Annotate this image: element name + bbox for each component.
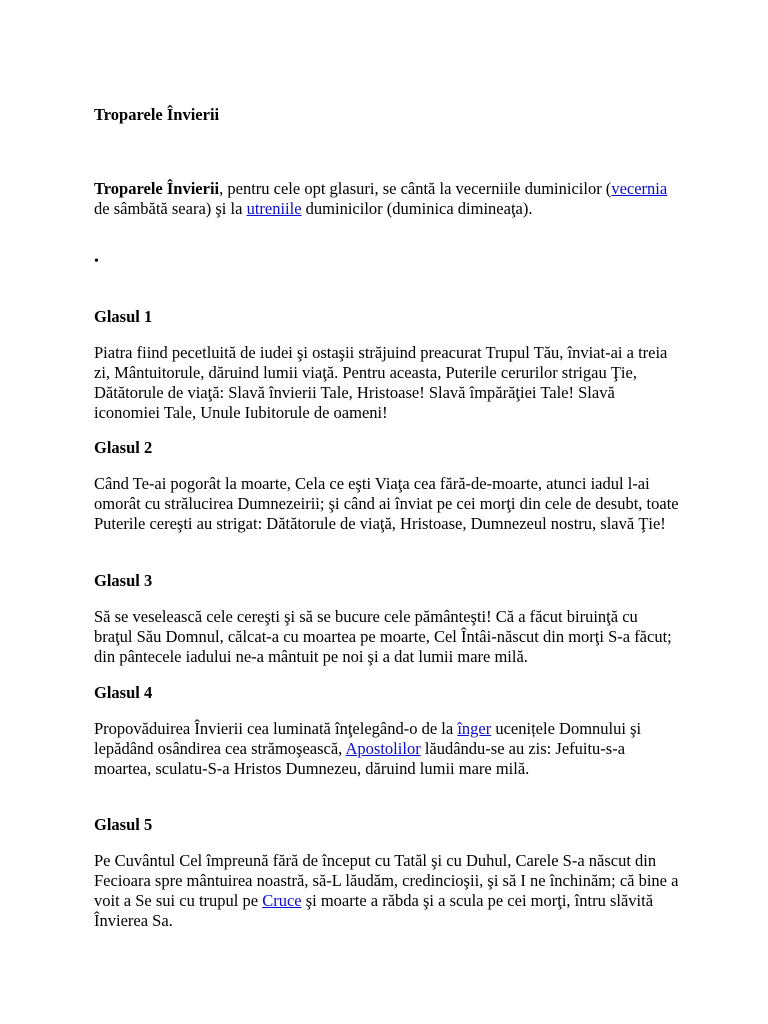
intro-bold-title: Troparele Învierii bbox=[94, 179, 220, 198]
inger-link[interactable]: înger bbox=[457, 719, 492, 738]
glasul-5-text-1: Pe Cuvântul Cel împreună fără de început cu Tatăl şi cu Duhul, Carele S-a născut din Fecioara spre mântuirea noastră, să-L lăudăm, credincioşii, şi să I ne închinăm; că bine a voit a Se sui cu trupul pe bbox=[94, 851, 679, 910]
glasul-2-text: Când Te-ai pogorât la moarte, Cela ce eşti Viaţa cea fără-de-moarte, atunci iadul l-ai omorât cu strălucirea Dumnezeirii; şi când ai înviat pe cei morţi din cele de desubt, toate Puterile cereşti au strigat: Dătătorule de viaţă, Hristoase, Dumnezeul nostru, slavă Ţie! bbox=[94, 474, 679, 533]
glasul-5-heading: Glasul 5 bbox=[94, 815, 153, 834]
glasul-3-heading: Glasul 3 bbox=[94, 571, 153, 590]
glasul-4-text bbox=[94, 719, 680, 779]
glasul-2-heading: Glasul 2 bbox=[94, 438, 153, 457]
intro-paragraph bbox=[94, 179, 674, 219]
glasul-4-text-2: ucenițele Domnului şi lepădând osândirea cea strămoşească, bbox=[94, 719, 642, 758]
glasul-3-text: Să se veselească cele cereşti şi să se bucure cele pământeşti! Că a făcut biruinţă cu braţul Său Domnul, călcat-a cu moartea pe moarte, Cel Întâi-născut din morţi S-a făcut; din pântecele iadului ne-a mântuit pe noi şi a dat lumii mare milă. bbox=[94, 607, 672, 666]
glasul-4-text-1: Propovăduirea Învierii cea luminată înţelegând-o de la bbox=[94, 719, 458, 738]
utreniile-link[interactable]: utreniile bbox=[246, 199, 302, 218]
bullet-point: • bbox=[94, 254, 99, 269]
intro-text-2: de sâmbătă seara) şi la bbox=[94, 199, 247, 218]
page-title: Troparele Învierii bbox=[94, 105, 220, 124]
glasul-4-heading: Glasul 4 bbox=[94, 683, 153, 702]
glasul-1-text: Piatra fiind pecetluită de iudei şi ostaşii străjuind preacurat Trupul Tău, înviat-ai a treia zi, Mântuitorule, dăruind lumii viaţă. Pentru aceasta, Puterile cerurilor strigau Ţie, Dătătorule de viaţă: Slavă învierii Tale, Hristoase! Slavă împărăţiei Tale! Slavă iconomiei Tale, Unule Iubitorule de oameni! bbox=[94, 343, 668, 422]
glasul-5-text-2: şi moarte a răbda şi a scula pe cei morţi, întru slăvită Învierea Sa. bbox=[94, 891, 654, 930]
intro-text-1: , pentru cele opt glasuri, se cântă la vecerniile duminicilor ( bbox=[219, 179, 612, 198]
intro-text-3: duminicilor (duminica dimineaţa). bbox=[301, 199, 533, 218]
glasul-5-text bbox=[94, 851, 680, 931]
glasul-4-text-3: lăudându-se au zis: Jefuitu-s-a moartea, sculatu-S-a Hristos Dumnezeu, dăruind lumii mare milă. bbox=[94, 739, 626, 778]
vecernia-link[interactable]: vecernia bbox=[611, 179, 668, 198]
apostolilor-link[interactable]: Apostolilor bbox=[345, 739, 421, 758]
glasul-1-heading: Glasul 1 bbox=[94, 307, 153, 326]
cruce-link[interactable]: Cruce bbox=[262, 891, 302, 910]
